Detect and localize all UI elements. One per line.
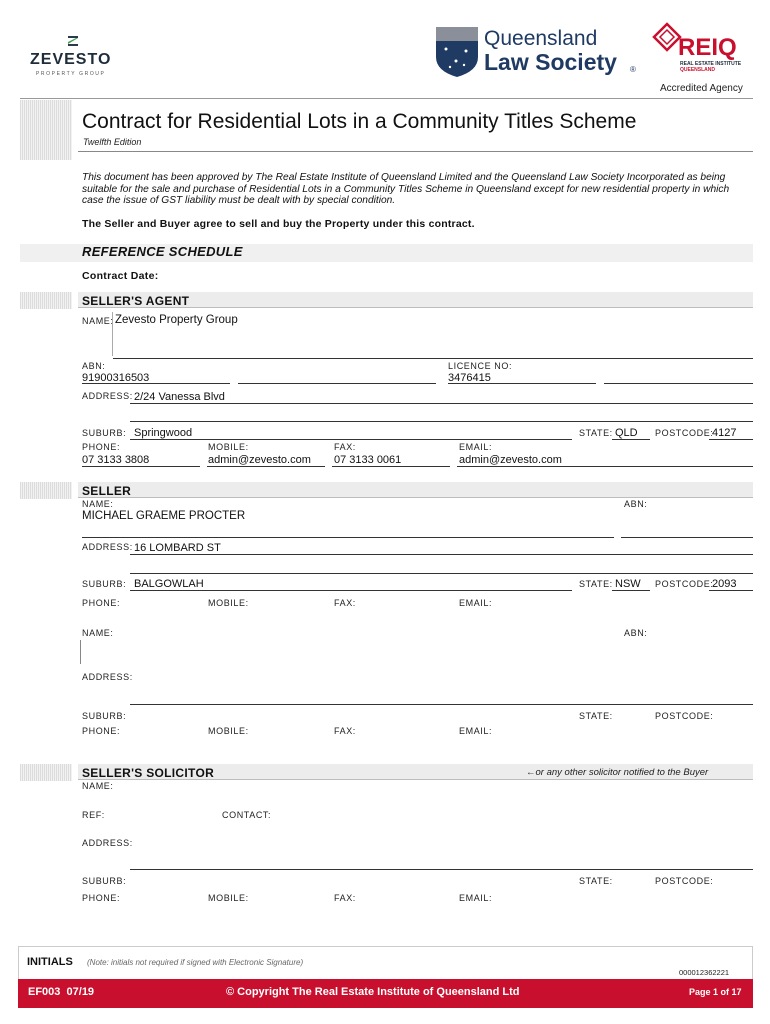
- seller-email-label: EMAIL:: [459, 598, 493, 608]
- qls-logo: [436, 27, 641, 79]
- agent-hatch: [20, 292, 72, 309]
- agent-address-label: ADDRESS:: [82, 391, 133, 401]
- solicitor-note: ←or any other solicitor notified to the Buyer: [526, 767, 709, 778]
- solicitor-fax-input[interactable]: [332, 915, 450, 917]
- seller2-name-label: NAME:: [82, 628, 114, 638]
- agent-postcode-label: POSTCODE:: [655, 428, 714, 438]
- agent-section-title: SELLER'S AGENT: [82, 294, 190, 308]
- agent-fax-underline: [332, 466, 450, 467]
- page-number: Page 1 of 17: [689, 987, 742, 997]
- document-number: 000012362221: [679, 968, 730, 977]
- agent-address-underline: [130, 403, 753, 404]
- seller2-address-label: ADDRESS:: [82, 672, 133, 682]
- seller-state-label: STATE:: [579, 579, 613, 589]
- agent-licence-value[interactable]: 3476415: [448, 372, 491, 384]
- seller2-mobile-input[interactable]: [207, 749, 325, 751]
- initials-note: (Note: initials not required if signed with Electronic Signature): [87, 958, 304, 967]
- agent-suburb-value[interactable]: Springwood: [134, 427, 193, 439]
- solicitor-name-label: NAME:: [82, 781, 114, 791]
- solicitor-phone-input[interactable]: [82, 915, 200, 917]
- agent-mobile-label: MOBILE:: [208, 442, 249, 452]
- seller-hatch: [20, 482, 72, 499]
- qls-line1: Queensland: [484, 27, 598, 50]
- reiq-sub2: QUEENSLAND: [680, 67, 716, 73]
- initials-label: INITIALS: [27, 956, 73, 968]
- seller2-name-input[interactable]: [82, 666, 614, 668]
- solicitor-suburb-label: SUBURB:: [82, 876, 127, 886]
- seller2-phone-label: PHONE:: [82, 726, 121, 736]
- zevesto-logo: [28, 34, 120, 84]
- copyright: © Copyright The Real Estate Institute of Queensland Ltd: [226, 986, 520, 998]
- solicitor-mobile-input[interactable]: [207, 915, 325, 917]
- solicitor-ref-input[interactable]: [82, 832, 212, 834]
- contract-date-input[interactable]: [172, 280, 294, 282]
- agent-email-label: EMAIL:: [459, 442, 493, 452]
- agent-name-underline: [113, 358, 753, 359]
- agent-postcode-underline: [709, 439, 753, 440]
- solicitor-state-label: STATE:: [579, 876, 613, 886]
- agent-postcode-value[interactable]: 4127: [712, 427, 737, 439]
- agent-name-value[interactable]: Zevesto Property Group: [115, 314, 238, 326]
- agent-name-label: NAME:: [82, 316, 114, 326]
- seller-suburb-label: SUBURB:: [82, 579, 127, 589]
- seller2-abn-input[interactable]: [621, 666, 753, 668]
- seller-postcode-label: POSTCODE:: [655, 579, 714, 589]
- seller-name-underline: [82, 537, 614, 538]
- agent-fax-label: FAX:: [334, 442, 356, 452]
- seller-state-underline: [612, 590, 650, 591]
- solicitor-mobile-label: MOBILE:: [208, 893, 249, 903]
- solicitor-address-input[interactable]: [130, 850, 753, 852]
- seller-postcode-underline: [709, 590, 753, 591]
- zevesto-tagline: PROPERTY GROUP: [36, 71, 106, 77]
- intro-text: This document has been approved by The Real Estate Institute of Queensland Limited and the Queensland Law Society Incorporated as being suitable for the sale and purchase of Residential Lots in a Community Titles Scheme in Queensland except for new residential property in which case the issue of GST liability must be dealt with by special condition.: [82, 172, 730, 206]
- solicitor-section-title: SELLER'S SOLICITOR: [82, 766, 215, 780]
- seller2-fax-input[interactable]: [332, 749, 450, 751]
- agent-licence-underline: [448, 383, 596, 384]
- agent-name-field-edge: [112, 312, 113, 356]
- agent-state-underline: [612, 439, 650, 440]
- title-underline: [78, 151, 753, 152]
- solicitor-email-input[interactable]: [457, 915, 753, 917]
- solicitor-ref-label: REF:: [82, 810, 105, 820]
- qls-crest-icon: [436, 27, 478, 77]
- seller2-name-field-edge: [80, 640, 81, 664]
- registered-mark-icon: ®: [630, 65, 636, 74]
- document-title: Contract for Residential Lots in a Community Titles Scheme: [82, 110, 637, 133]
- zevesto-mark-icon: [66, 34, 80, 48]
- agent-phone-label: PHONE:: [82, 442, 121, 452]
- agent-suburb-underline: [130, 439, 572, 440]
- agent-address-underline-2: [130, 421, 753, 422]
- seller2-address-underline-2: [130, 704, 753, 705]
- title-rule: [20, 98, 753, 99]
- solicitor-phone-label: PHONE:: [82, 893, 121, 903]
- agent-licence-label: LICENCE NO:: [448, 361, 513, 371]
- seller2-mobile-label: MOBILE:: [208, 726, 249, 736]
- seller-abn-underline: [621, 537, 753, 538]
- reiq-sub1: REAL ESTATE INSTITUTE: [680, 61, 742, 67]
- solicitor-contact-label: CONTACT:: [222, 810, 272, 820]
- agent-phone-value[interactable]: 07 3133 3808: [82, 454, 150, 466]
- seller-state-value[interactable]: NSW: [615, 578, 641, 590]
- solicitor-address-label: ADDRESS:: [82, 838, 133, 848]
- seller-abn-label: ABN:: [624, 499, 648, 509]
- form-code: EF003 07/19: [28, 986, 95, 998]
- agent-mobile-value[interactable]: admin@zevesto.com: [208, 454, 311, 466]
- seller2-state-input[interactable]: [612, 721, 650, 723]
- seller-name-label: NAME:: [82, 499, 114, 509]
- seller2-email-label: EMAIL:: [459, 726, 493, 736]
- qls-line2: Law Society: [484, 49, 617, 75]
- solicitor-fax-label: FAX:: [334, 893, 356, 903]
- seller-section-title: SELLER: [82, 484, 132, 498]
- seller-section-bar: [78, 482, 753, 498]
- agent-mobile-underline: [207, 466, 325, 467]
- seller2-address-input[interactable]: [130, 686, 753, 688]
- schedule-title: REFERENCE SCHEDULE: [82, 244, 243, 259]
- solicitor-email-label: EMAIL:: [459, 893, 493, 903]
- seller2-postcode-label: POSTCODE:: [655, 711, 714, 721]
- solicitor-suburb-input[interactable]: [130, 886, 572, 888]
- seller-suburb-value[interactable]: BALGOWLAH: [134, 578, 204, 590]
- seller-phone-label: PHONE:: [82, 598, 121, 608]
- agent-licence-underline-2: [604, 383, 753, 384]
- reiq-logo: [652, 22, 748, 82]
- seller-postcode-value[interactable]: 2093: [712, 578, 737, 590]
- seller-mobile-label: MOBILE:: [208, 598, 249, 608]
- accredited-agency: Accredited Agency: [660, 83, 743, 94]
- seller-email-input[interactable]: [457, 621, 753, 623]
- agent-phone-underline: [82, 466, 200, 467]
- seller2-email-input[interactable]: [457, 749, 753, 751]
- agent-fax-value[interactable]: 07 3133 0061: [334, 454, 402, 466]
- solicitor-name-input[interactable]: [82, 806, 753, 808]
- reiq-name: REIQ: [678, 34, 737, 61]
- zevesto-name: ZEVESTO: [30, 51, 112, 68]
- seller-name-value[interactable]: MICHAEL GRAEME PROCTER: [82, 510, 246, 522]
- seller2-suburb-label: SUBURB:: [82, 711, 127, 721]
- seller-address-underline: [130, 554, 753, 555]
- agent-abn-label: ABN:: [82, 361, 106, 371]
- agent-email-underline: [457, 466, 753, 467]
- agent-abn-underline: [82, 383, 230, 384]
- agent-abn-underline-2: [238, 383, 436, 384]
- agent-email-value[interactable]: admin@zevesto.com: [459, 454, 562, 466]
- seller-mobile-input[interactable]: [207, 621, 325, 623]
- agree-text: The Seller and Buyer agree to sell and buy the Property under this contract.: [82, 218, 475, 230]
- seller-phone-input[interactable]: [82, 621, 200, 623]
- solicitor-state-input[interactable]: [612, 886, 650, 888]
- agent-address-value[interactable]: 2/24 Vanessa Blvd: [134, 391, 225, 403]
- solicitor-hatch: [20, 764, 72, 781]
- seller2-phone-input[interactable]: [82, 749, 200, 751]
- agent-abn-value[interactable]: 91900316503: [82, 372, 150, 384]
- agent-state-value[interactable]: QLD: [615, 427, 638, 439]
- title-hatch: [20, 100, 72, 160]
- seller-address-underline-2: [130, 573, 753, 574]
- edition: Twelfth Edition: [83, 137, 142, 147]
- seller2-suburb-input[interactable]: [130, 721, 572, 723]
- seller2-abn-label: ABN:: [624, 628, 648, 638]
- solicitor-postcode-input[interactable]: [709, 886, 753, 888]
- seller2-state-label: STATE:: [579, 711, 613, 721]
- seller-address-label: ADDRESS:: [82, 542, 133, 552]
- solicitor-address-underline-2: [130, 869, 753, 870]
- seller-suburb-underline: [130, 590, 572, 591]
- solicitor-contact-input[interactable]: [220, 832, 753, 834]
- seller-address-value[interactable]: 16 LOMBARD ST: [134, 542, 221, 554]
- solicitor-postcode-label: POSTCODE:: [655, 876, 714, 886]
- seller-fax-input[interactable]: [332, 621, 450, 623]
- seller2-fax-label: FAX:: [334, 726, 356, 736]
- agent-state-label: STATE:: [579, 428, 613, 438]
- agent-suburb-label: SUBURB:: [82, 428, 127, 438]
- seller-fax-label: FAX:: [334, 598, 356, 608]
- contract-date-label: Contract Date:: [82, 270, 159, 282]
- seller2-postcode-input[interactable]: [709, 721, 753, 723]
